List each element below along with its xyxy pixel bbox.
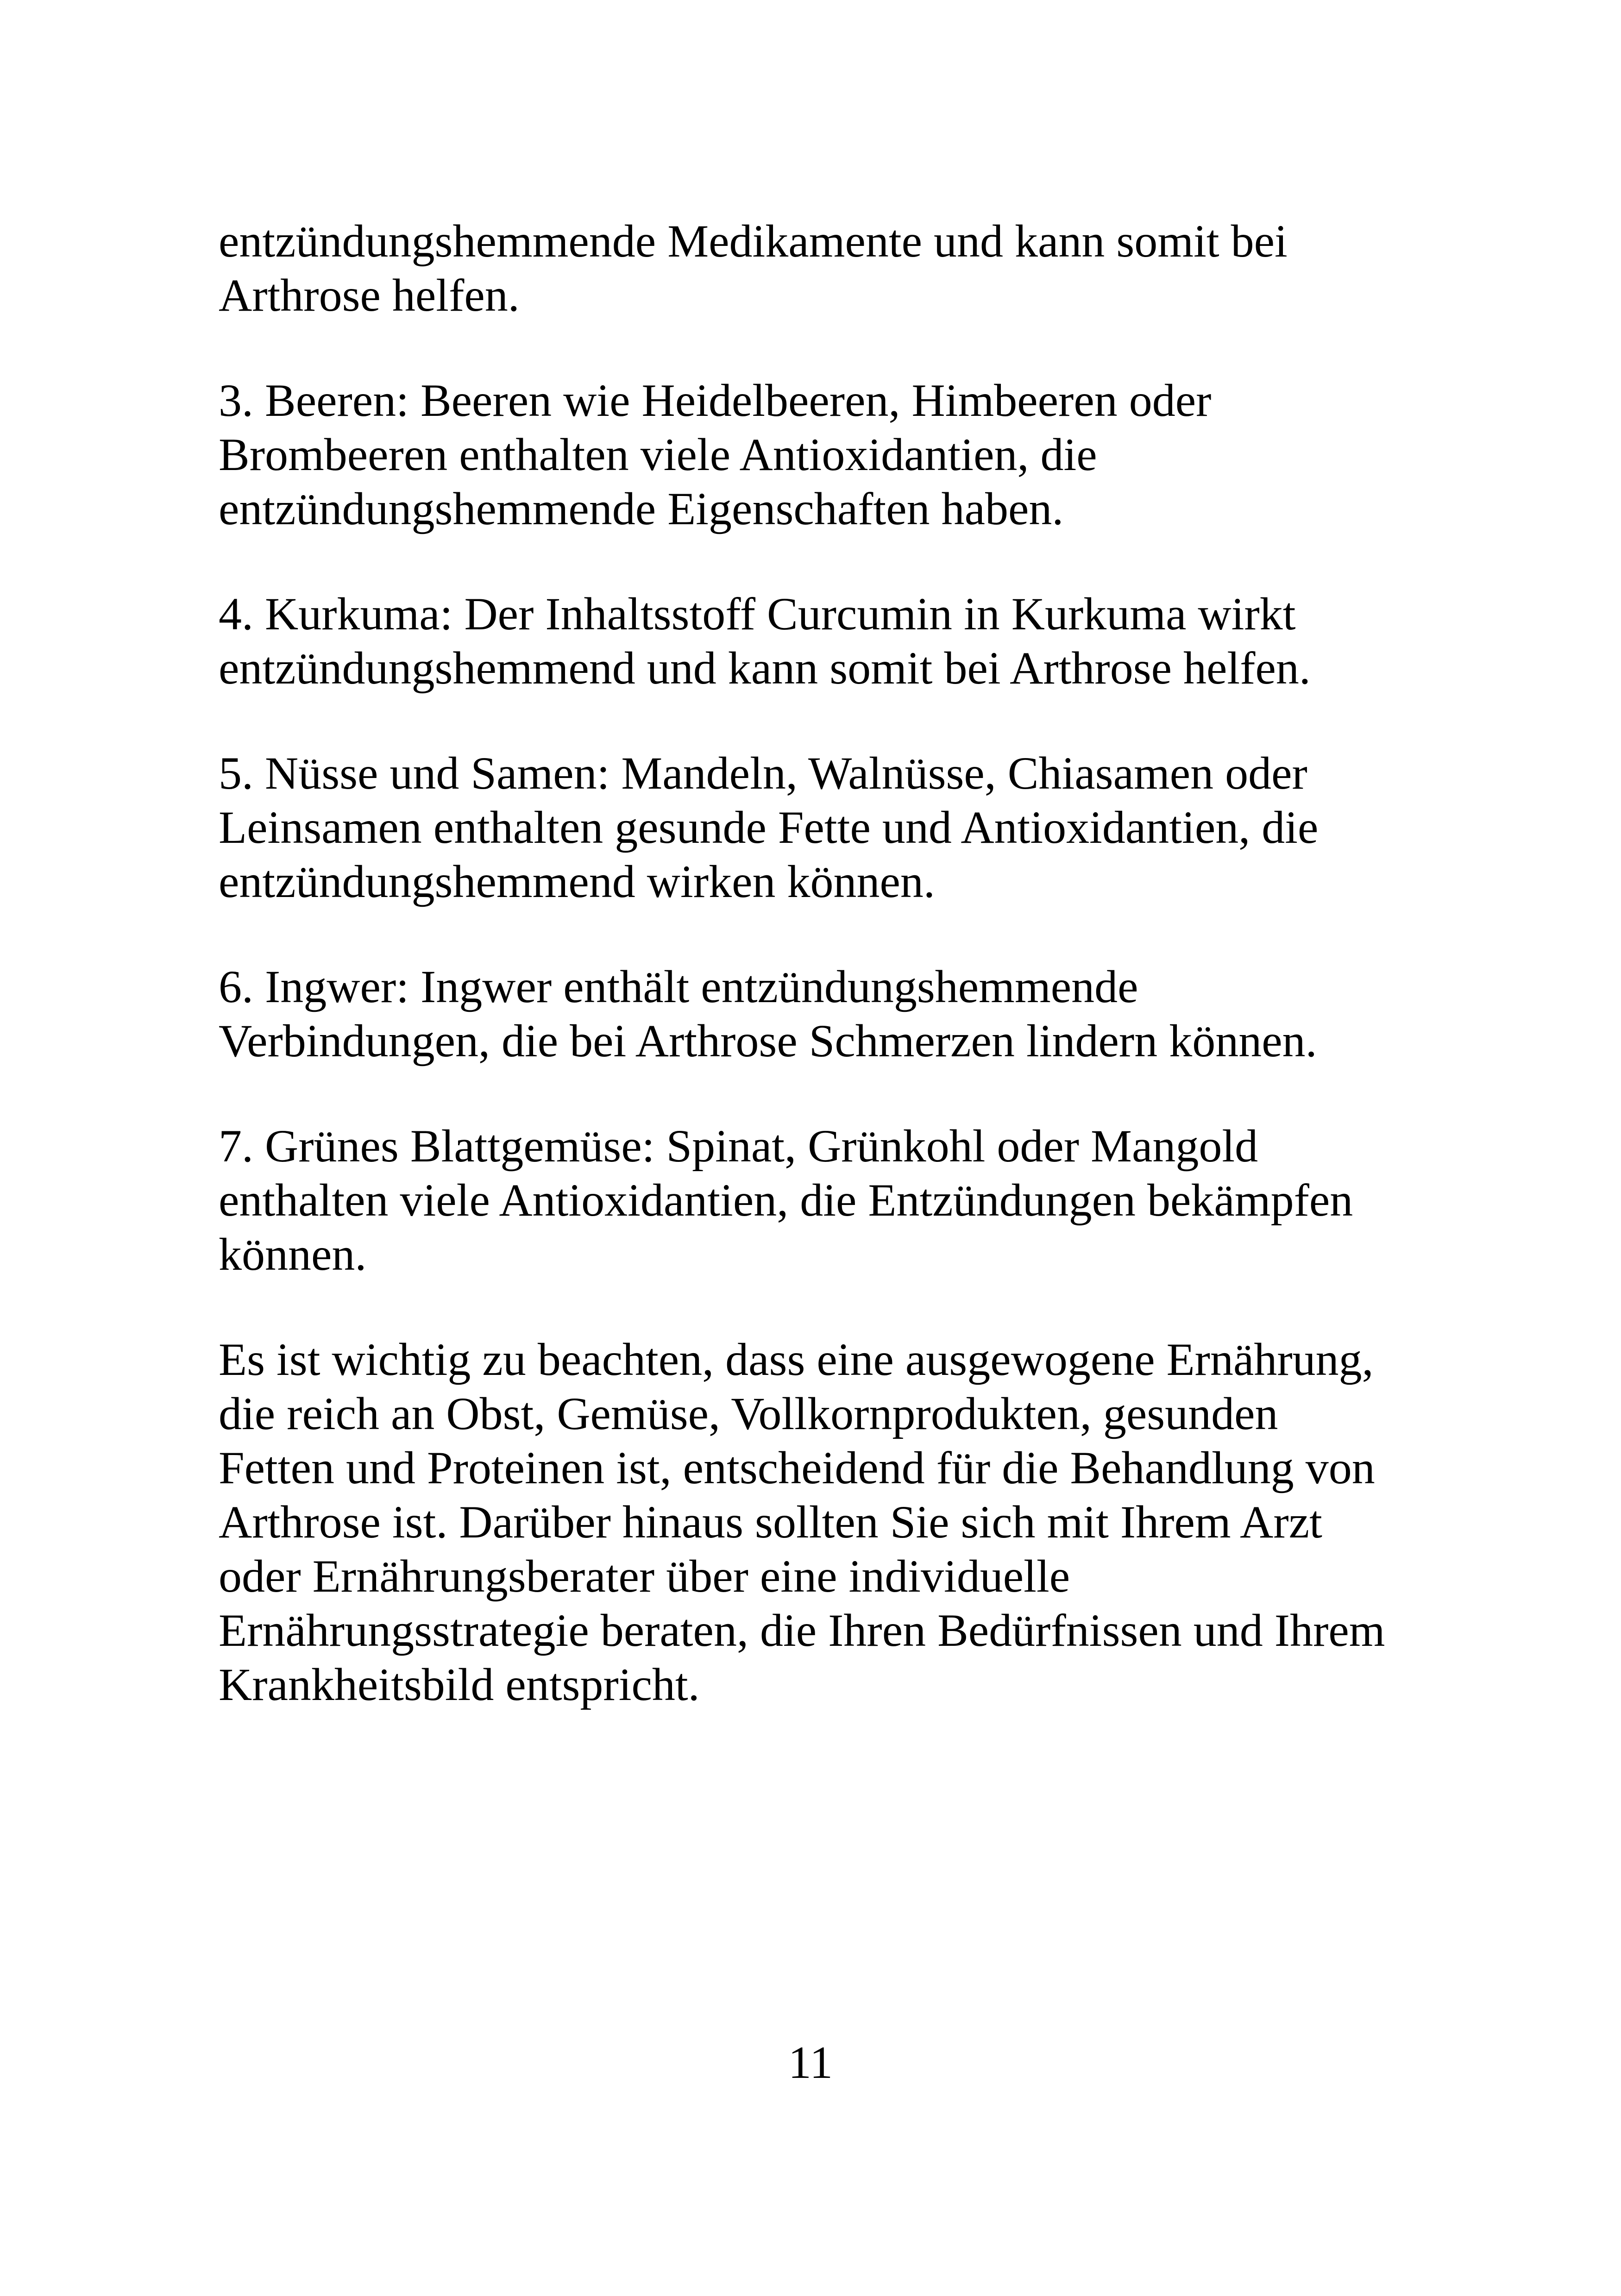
text-line: 6. Ingwer: Ingwer enthält entzündungshemmende [219, 961, 1138, 1012]
list-item-gruenes-blattgemuese [219, 1119, 1441, 1281]
text-line: enthalten viele Antioxidantien, die Entzündungen bekämpfen [219, 1174, 1353, 1226]
text-line: Arthrose ist. Darüber hinaus sollten Sie sich mit Ihrem Arzt [219, 1496, 1322, 1548]
text-line: entzündungshemmende Medikamente und kann somit bei [219, 215, 1288, 267]
page-number: 11 [788, 2037, 833, 2088]
list-item-ingwer [219, 960, 1441, 1068]
text-line: entzündungshemmende Eigenschaften haben. [219, 483, 1064, 534]
text-line: entzündungshemmend wirken können. [219, 856, 935, 907]
text-line: Krankheitsbild entspricht. [219, 1659, 700, 1710]
text-line: Brombeeren enthalten viele Antioxidantien, die [219, 429, 1097, 480]
text-line: 5. Nüsse und Samen: Mandeln, Walnüsse, Chiasamen oder [219, 747, 1307, 799]
list-item-nuesse-und-samen [219, 746, 1441, 909]
text-line: Fetten und Proteinen ist, entscheidend für die Behandlung von [219, 1442, 1375, 1493]
text-line: Ernährungsstrategie beraten, die Ihren Bedürfnissen und Ihrem [219, 1605, 1385, 1656]
text-line: die reich an Obst, Gemüse, Vollkornprodukten, gesunden [219, 1388, 1278, 1439]
text-line: Es ist wichtig zu beachten, dass eine ausgewogene Ernährung, [219, 1334, 1374, 1385]
text-line: 3. Beeren: Beeren wie Heidelbeeren, Himbeeren oder [219, 375, 1212, 426]
text-line: Verbindungen, die bei Arthrose Schmerzen lindern können. [219, 1015, 1317, 1066]
paragraph-conclusion [219, 1332, 1441, 1712]
body-text [219, 214, 1441, 1763]
text-line: oder Ernährungsberater über eine individuelle [219, 1550, 1070, 1602]
text-line: 4. Kurkuma: Der Inhaltsstoff Curcumin in Kurkuma wirkt [219, 588, 1296, 640]
list-item-kurkuma [219, 587, 1441, 695]
text-line: Leinsamen enthalten gesunde Fette und Antioxidantien, die [219, 802, 1319, 853]
text-line: 7. Grünes Blattgemüse: Spinat, Grünkohl oder Mangold [219, 1120, 1258, 1172]
list-item-beeren [219, 373, 1441, 536]
text-line: können. [219, 1229, 367, 1280]
text-line: entzündungshemmend und kann somit bei Arthrose helfen. [219, 642, 1311, 694]
paragraph-continuation [219, 214, 1441, 322]
text-line: Arthrose helfen. [219, 270, 520, 321]
